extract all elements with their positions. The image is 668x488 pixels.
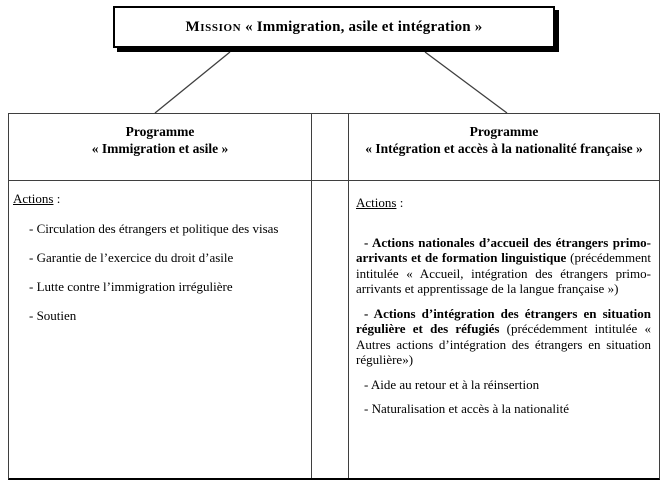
action-item-normal-part: - Naturalisation et accès à la nationalité (364, 401, 570, 416)
program-left-header-line1: Programme (125, 124, 195, 139)
mission-title-rest: « Immigration, asile et intégration » (241, 18, 483, 35)
spacer-column-header (311, 114, 349, 181)
actions-heading-right (356, 195, 651, 211)
action-item: - Lutte contre l’immigration irrégulière (29, 279, 233, 294)
spacer-column-body (311, 181, 349, 478)
mission-title-box (113, 6, 555, 48)
program-left-actions-cell (9, 181, 311, 478)
program-left-header (9, 114, 311, 181)
action-item (356, 377, 651, 393)
action-item-bold-part: - Actions d’intégration des étrangers en situation régulière et des réfugiés (356, 305, 651, 336)
actions-heading-right-label: Actions (356, 195, 397, 210)
program-right-header-line2: « Intégration et accès à la nationalité française » (365, 141, 643, 156)
mission-title (186, 19, 483, 36)
action-item: - Garantie de l’exercice du droit d’asile (29, 250, 234, 265)
actions-heading-left-label: Actions (13, 191, 54, 206)
program-right-actions-cell (349, 181, 659, 478)
actions-heading-left (13, 191, 305, 207)
program-left-header-line2: « Immigration et asile » (91, 141, 229, 156)
action-item: - Circulation des étrangers et politique des visas (29, 221, 279, 236)
programs-table (8, 113, 660, 480)
program-right-header-line1: Programme (469, 124, 539, 139)
action-item-bold-part: - Actions nationales d’accueil des étrangers primo-arrivants et de formation linguistique (356, 234, 651, 265)
connector-right-line (425, 52, 507, 113)
action-item: - Soutien (29, 308, 77, 323)
program-right-header (349, 114, 659, 181)
mission-title-smallcaps: Mission (185, 18, 242, 35)
actions-heading-left-colon: : (53, 191, 61, 206)
action-item-normal-part: - Aide au retour et à la réinsertion (364, 376, 540, 392)
action-item-normal-part: (précédemment intitulée « Autres actions d’intégration des étrangers en situation régulière») (356, 321, 651, 367)
actions-heading-right-colon: : (396, 195, 404, 210)
action-item (356, 306, 651, 368)
action-item (356, 401, 651, 417)
connector-left-line (155, 52, 230, 113)
action-item (356, 235, 651, 297)
action-item-normal-part: (précédemment intitulée « Accueil, intégration des étrangers primo-arrivants et apprentissage de la langue française ») (356, 250, 652, 296)
